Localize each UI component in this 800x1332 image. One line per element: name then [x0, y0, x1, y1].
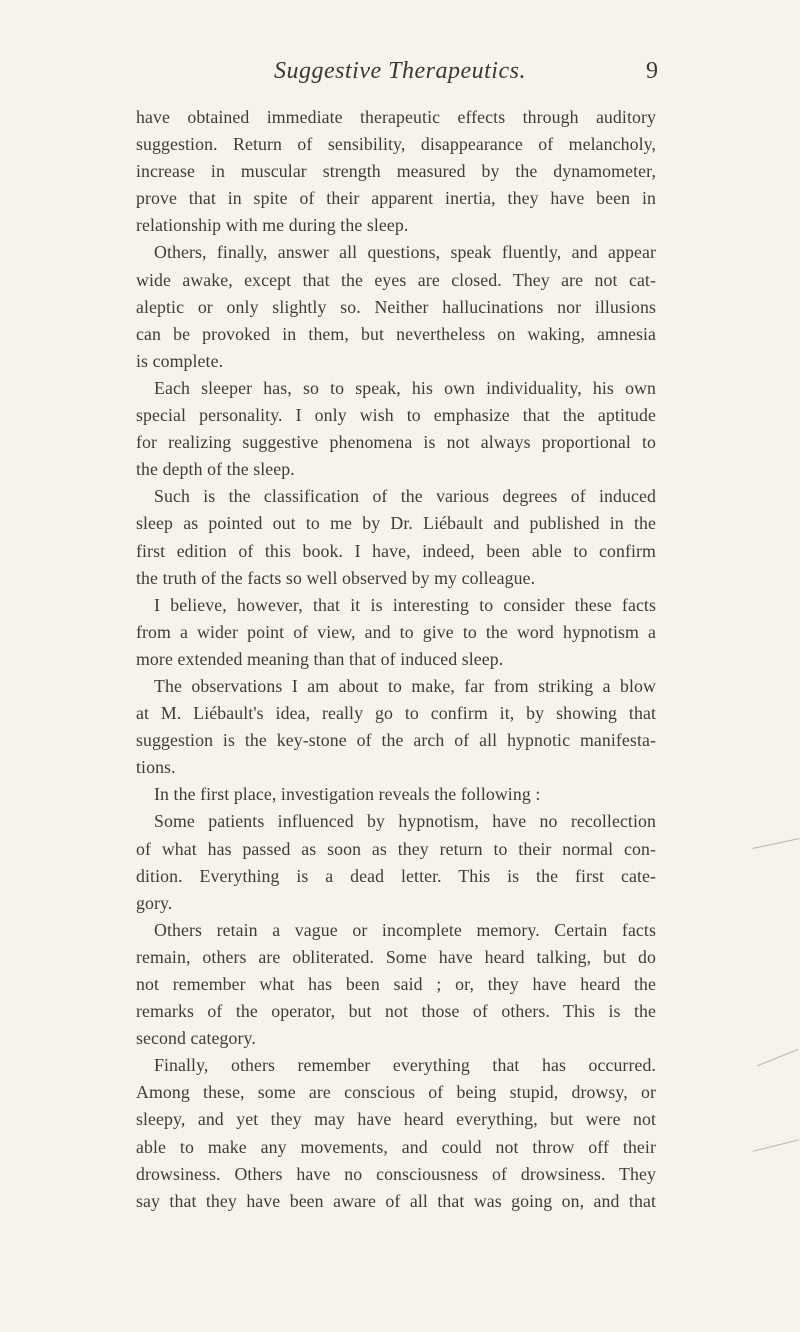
text-line: more extended meaning than that of induced sleep.: [136, 648, 504, 669]
text-line: gory.: [136, 892, 173, 913]
page-number: 9: [646, 58, 658, 84]
text-line: special personality. I only wish to emphasize that the aptitude: [136, 405, 656, 426]
text-line: the depth of the sleep.: [136, 459, 295, 480]
text-line: drowsiness. Others have no consciousness of drowsiness. They: [136, 1163, 656, 1184]
text-line: say that they have been aware of all that was going on, and that: [136, 1190, 656, 1211]
text-line: at M. Liébault's idea, really go to confirm it, by showing that: [136, 703, 656, 724]
text-line: relationship with me during the sleep.: [136, 215, 409, 236]
text-line: able to make any movements, and could not throw off their: [136, 1136, 656, 1157]
text-line: sleep as pointed out to me by Dr. Liébault and published in the: [136, 513, 656, 534]
text-line: In the first place, investigation reveals the following :: [154, 784, 541, 805]
text-line: remarks of the operator, but not those of others. This is the: [136, 1001, 656, 1022]
page-header: [0, 58, 800, 92]
text-line: is complete.: [136, 350, 224, 371]
text-line: Among these, some are conscious of being stupid, drowsy, or: [136, 1082, 656, 1103]
text-line: prove that in spite of their apparent inertia, they have been in: [136, 188, 656, 209]
text-line: suggestion. Return of sensibility, disappearance of melancholy,: [136, 134, 656, 155]
text-line: of what has passed as soon as they return to their normal con-: [136, 838, 656, 859]
text-line: the truth of the facts so well observed by my colleague.: [136, 567, 536, 588]
text-line: aleptic or only slightly so. Neither hallucinations nor illusions: [136, 296, 656, 317]
margin-scratch-mark: [757, 1049, 798, 1066]
text-line: tions.: [136, 757, 176, 778]
text-line: Some patients influenced by hypnotism, have no recollection: [154, 811, 656, 832]
text-line: first edition of this book. I have, indeed, been able to confirm: [136, 540, 656, 561]
margin-scratch-mark: [753, 1139, 800, 1152]
text-line: for realizing suggestive phenomena is not always proportional to: [136, 432, 656, 453]
margin-scratch-mark: [752, 838, 799, 849]
text-line: dition. Everything is a dead letter. This is the first cate-: [136, 865, 656, 886]
text-line: have obtained immediate therapeutic effects through auditory: [136, 107, 656, 127]
text-line: Others retain a vague or incomplete memory. Certain facts: [154, 919, 656, 940]
text-line: suggestion is the key-stone of the arch of all hypnotic manifesta-: [136, 730, 656, 751]
text-line: increase in muscular strength measured by the dynamometer,: [136, 161, 656, 182]
text-line: Finally, others remember everything that has occurred.: [154, 1055, 656, 1076]
text-line: The observations I am about to make, far from striking a blow: [154, 675, 656, 696]
text-line: can be provoked in them, but nevertheless on waking, amnesia: [136, 323, 656, 344]
running-title: Suggestive Therapeutics.: [274, 58, 526, 84]
body-text: [136, 104, 656, 1215]
text-line: wide awake, except that the eyes are closed. They are not cat-: [136, 269, 656, 290]
text-line: not remember what has been said ; or, they have heard the: [136, 974, 656, 994]
text-line: second category.: [136, 1028, 256, 1049]
text-line: Others, finally, answer all questions, speak fluently, and appear: [154, 242, 656, 263]
text-line: from a wider point of view, and to give to the word hypnotism a: [136, 621, 656, 642]
text-line: Such is the classification of the various degrees of induced: [154, 486, 656, 507]
text-line: I believe, however, that it is interesting to consider these facts: [154, 594, 656, 615]
text-line: Each sleeper has, so to speak, his own individuality, his own: [154, 377, 656, 398]
text-line: sleepy, and yet they may have heard everything, but were not: [136, 1109, 656, 1130]
text-line: remain, others are obliterated. Some have heard talking, but do: [136, 946, 656, 967]
